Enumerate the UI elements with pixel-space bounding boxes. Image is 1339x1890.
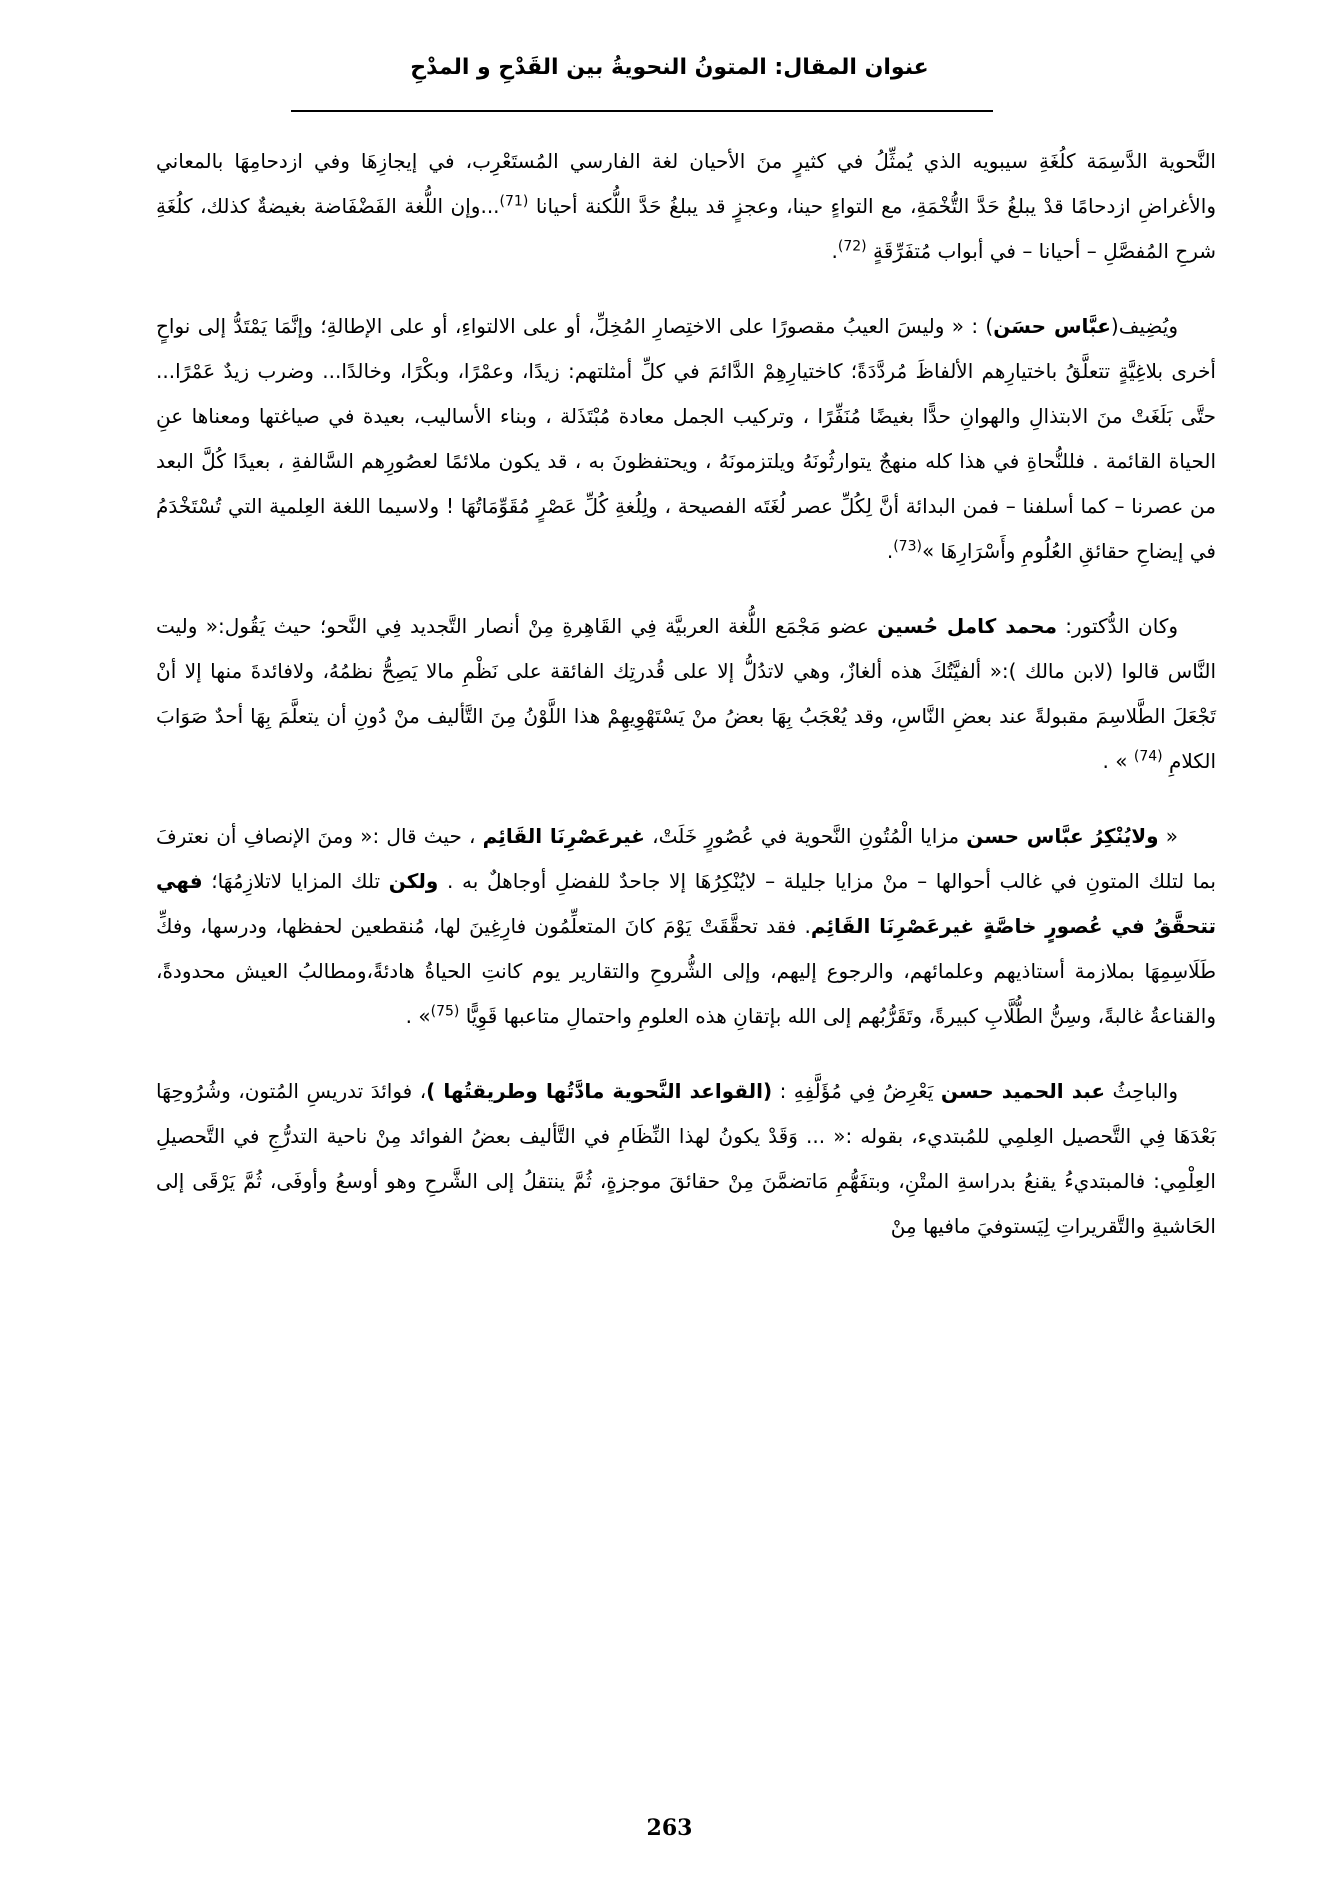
emphasized-text: فهي تتحقَّقُ في عُصورٍ خاصَّةٍ غيرعَصْرِنَا القَائِم	[156, 869, 1217, 938]
footnote-marker: (75)	[430, 1003, 460, 1020]
paragraph-text: والباحِثُ	[1105, 1079, 1178, 1103]
page-number: 263	[646, 1815, 693, 1841]
paragraph-text: وكان الدُّكتور:	[1056, 614, 1179, 638]
body-paragraph	[156, 814, 1216, 1039]
paragraph-text: «	[1158, 824, 1178, 848]
paragraph-text: » .	[1102, 749, 1134, 773]
footnote-marker: (74)	[1133, 748, 1163, 765]
emphasized-text: غيرعَصْرِنَا القَائِم	[482, 824, 645, 848]
header-divider	[291, 110, 993, 112]
footnote-marker: (72)	[837, 238, 867, 255]
paragraph-text: ) : « وليسَ العيبُ مقصورًا على الاختِصارِ المُخِلِّ، أو على الالتواءِ، أو على الإطالةِ؛ وإنَّمَا يَمْتَدُّ إلى نواحٍ أخرى بلاغِيَّةٍ تتعلَّقُ باختيارِهم الألفاظَ مُردَّدَةً؛ كاختيارِهِمْ الدَّائمَ في كلِّ أمثلتهم: زيدًا، وعمْرًا، وبكْرًا، وخالدًا... وضرب زيدٌ عَمْرًا... حتَّى بَلَغَتْ منَ الابتذالِ والهوانِ حدًّا بغيضًا مُنَفِّرًا ، وتركيب الجمل معادة مُبْتَذَلة ، وبناء الأساليب، بعيدة في صياغتها ومعناها عنِ الحياة القائمة . فللنُّحاةِ في هذا كله منهجٌ يتوارثُونَهُ ويلتزمونَهُ ، ويحتفظونَ به ، قد يكون ملائمًا لعصُورِهم السَّالفةِ ، بعيدًا كُلَّ البعد من عصرنا – كما أسلفنا – فمن البدائة أنَّ لِكُلِّ عصر لُغَتَه الفصيحة ، ولِلُغةِ كُلِّ عَصْرٍ مُقَوِّمَاتُهَا ! ولاسيما اللغة العِلمية التي تُسْتَخْدَمُ في إيضاحِ حقائقِ العُلُومِ وأَسْرَارِهَا »	[156, 314, 1216, 563]
emphasized-text: عبَّاس حسَن	[993, 314, 1111, 338]
paragraph-text: » .	[405, 1004, 431, 1028]
paragraph-text: . فقد تحقَّقَتْ يَوْمَ كانَ المتعلِّمُون فارِغِينَ لها، مُنقطعين لحفظها، ودرسها، وفكِّ طَلَاسِمِهَا بملازمة أستاذيهم وعلمائهم، والرجوع إليهم، وإلى الشُّروحِ والتقارير يوم كانتِ الحياةُ هادئةً،ومطالبُ العيش محدودةً، والقناعةُ غالبةً، وسِنُّ الطُّلَّابِ كبيرةً، وتَقَرُّبُهم إلى الله بإتقانِ هذه العلومِ واحتمالِ متاعبها قَوِيًّا	[156, 914, 1216, 1028]
footnote-marker: (73)	[893, 538, 922, 555]
paragraph-text: ...وإن اللُّغة الفَضْفَاضة بغيضةٌ كذلك، كلُغَةِ شرحِ المُفصَّلِ – أحيانا – في أبواب مُتفَرِّقَةٍ	[156, 194, 1216, 263]
emphasized-text: محمد كامل حُسين	[877, 614, 1057, 638]
paragraph-text: يَعْرِضُ فِي مُؤَلَّفِهِ :	[772, 1079, 941, 1103]
emphasized-text: ولايُنْكِرُ عبَّاس حسن	[966, 824, 1159, 848]
paragraph-text: عضو مَجْمَع اللُّغة العربيَّة فِي القَاهِرةِ مِنْ أنصار التَّجديد فِي النَّحو؛ حيث يَقُول:« وليت النَّاس قالوا (لابن مالك ):« ألفيَّتُكَ هذه ألغازٌ، وهي لاتدُلُّ إلا على قُدرتِك الفائقة على نَظْمِ مالا يَصِحُّ نظمُهُ، ولافائدةَ منها إلا أنْ تَجْعَلَ الطَّلاسِمَ مقبولةً عند بعضِ النَّاسِ، وقد يُعْجَبُ بِهَا بعضُ منْ يَسْتَهْوِيهِمْ هذا اللَّوْنُ مِنَ التَّأليف منْ دُونِ أن يتعلَّمَ بِهَا أحدٌ صَوَابَ الكلامِ	[156, 614, 1216, 773]
paragraph-text: ويُضِيف(	[1110, 314, 1178, 338]
paragraph-text: .	[886, 539, 894, 563]
body-paragraph	[156, 304, 1216, 574]
paragraph-text: مزايا الْمُتُونِ النَّحوية في عُصُورٍ خَلَتْ،	[644, 824, 967, 848]
paragraph-text: .	[831, 239, 838, 263]
emphasized-text: عبد الحميد حسن	[940, 1079, 1106, 1103]
body-paragraph	[156, 139, 1216, 274]
paragraph-text: النَّحوية الدَّسِمَة كلُغَةِ سيبويه الذي يُمثِّلُ في كثيرٍ منَ الأحيان لغة الفارسي المُستَعْرِب، في إيجازِهَا وفي ازدحامِهَا بالمعاني والأغراضِ ازدحامًا قدْ يبلغُ حَدَّ التُّخْمَةِ، مع التواءٍ حينا، وعجزٍ قد يبلغُ حَدَّ اللُّكنة أحيانا	[156, 149, 1217, 218]
emphasized-text: (القواعد النَّحوية مادَّتُها وطريقتُها )	[426, 1079, 773, 1103]
body-paragraph	[156, 604, 1216, 784]
footnote-marker: (71)	[499, 193, 529, 210]
body-paragraph	[156, 1069, 1216, 1249]
emphasized-text: ولكن	[388, 869, 439, 893]
paragraph-text: ، فوائدَ تدريسِ المُتون، وشُرُوحِهَا بَعْدَهَا فِي التَّحصيل العِلمِي للمُبتديء، بقوله :« ... وَقَدْ يكونُ لهذا النِّظَامِ في التَّأليف بعضُ الفوائد مِنْ ناحية التدرُّجِ في التَّحصيلِ العِلْمِي: فالمبتديءُ يقنعُ بدراسةِ المتْنِ، وبتفَهُّمِ مَاتضمَّنَ مِنْ حقائقَ موجزةٍ، ثُمَّ ينتقلُ إلى الشَّرحِ وهو أوسعُ وأوفَى، ثُمَّ يَرْقَى إلى الحَاشيةِ والتَّقريراتِ لِيَستوفيَ مافيها مِنْ	[156, 1079, 1216, 1238]
article-title-header: عنوان المقال: المتونُ النحويةُ بين القَدْحِ و المدْحِ	[410, 55, 929, 80]
article-body	[156, 139, 1216, 1249]
paragraph-text: تلك المزايا لاتلازِمُهَا؛	[202, 869, 389, 893]
paragraph-text: ، حيث قال :« ومنَ الإنصافِ أن نعترفَ بما لتلك المتونِ في غالب أحوالها – منْ مزايا جليلة – لايُنْكِرُهَا إلا جاحدٌ للفضلِ أوجاهلٌ به .	[156, 824, 1216, 893]
